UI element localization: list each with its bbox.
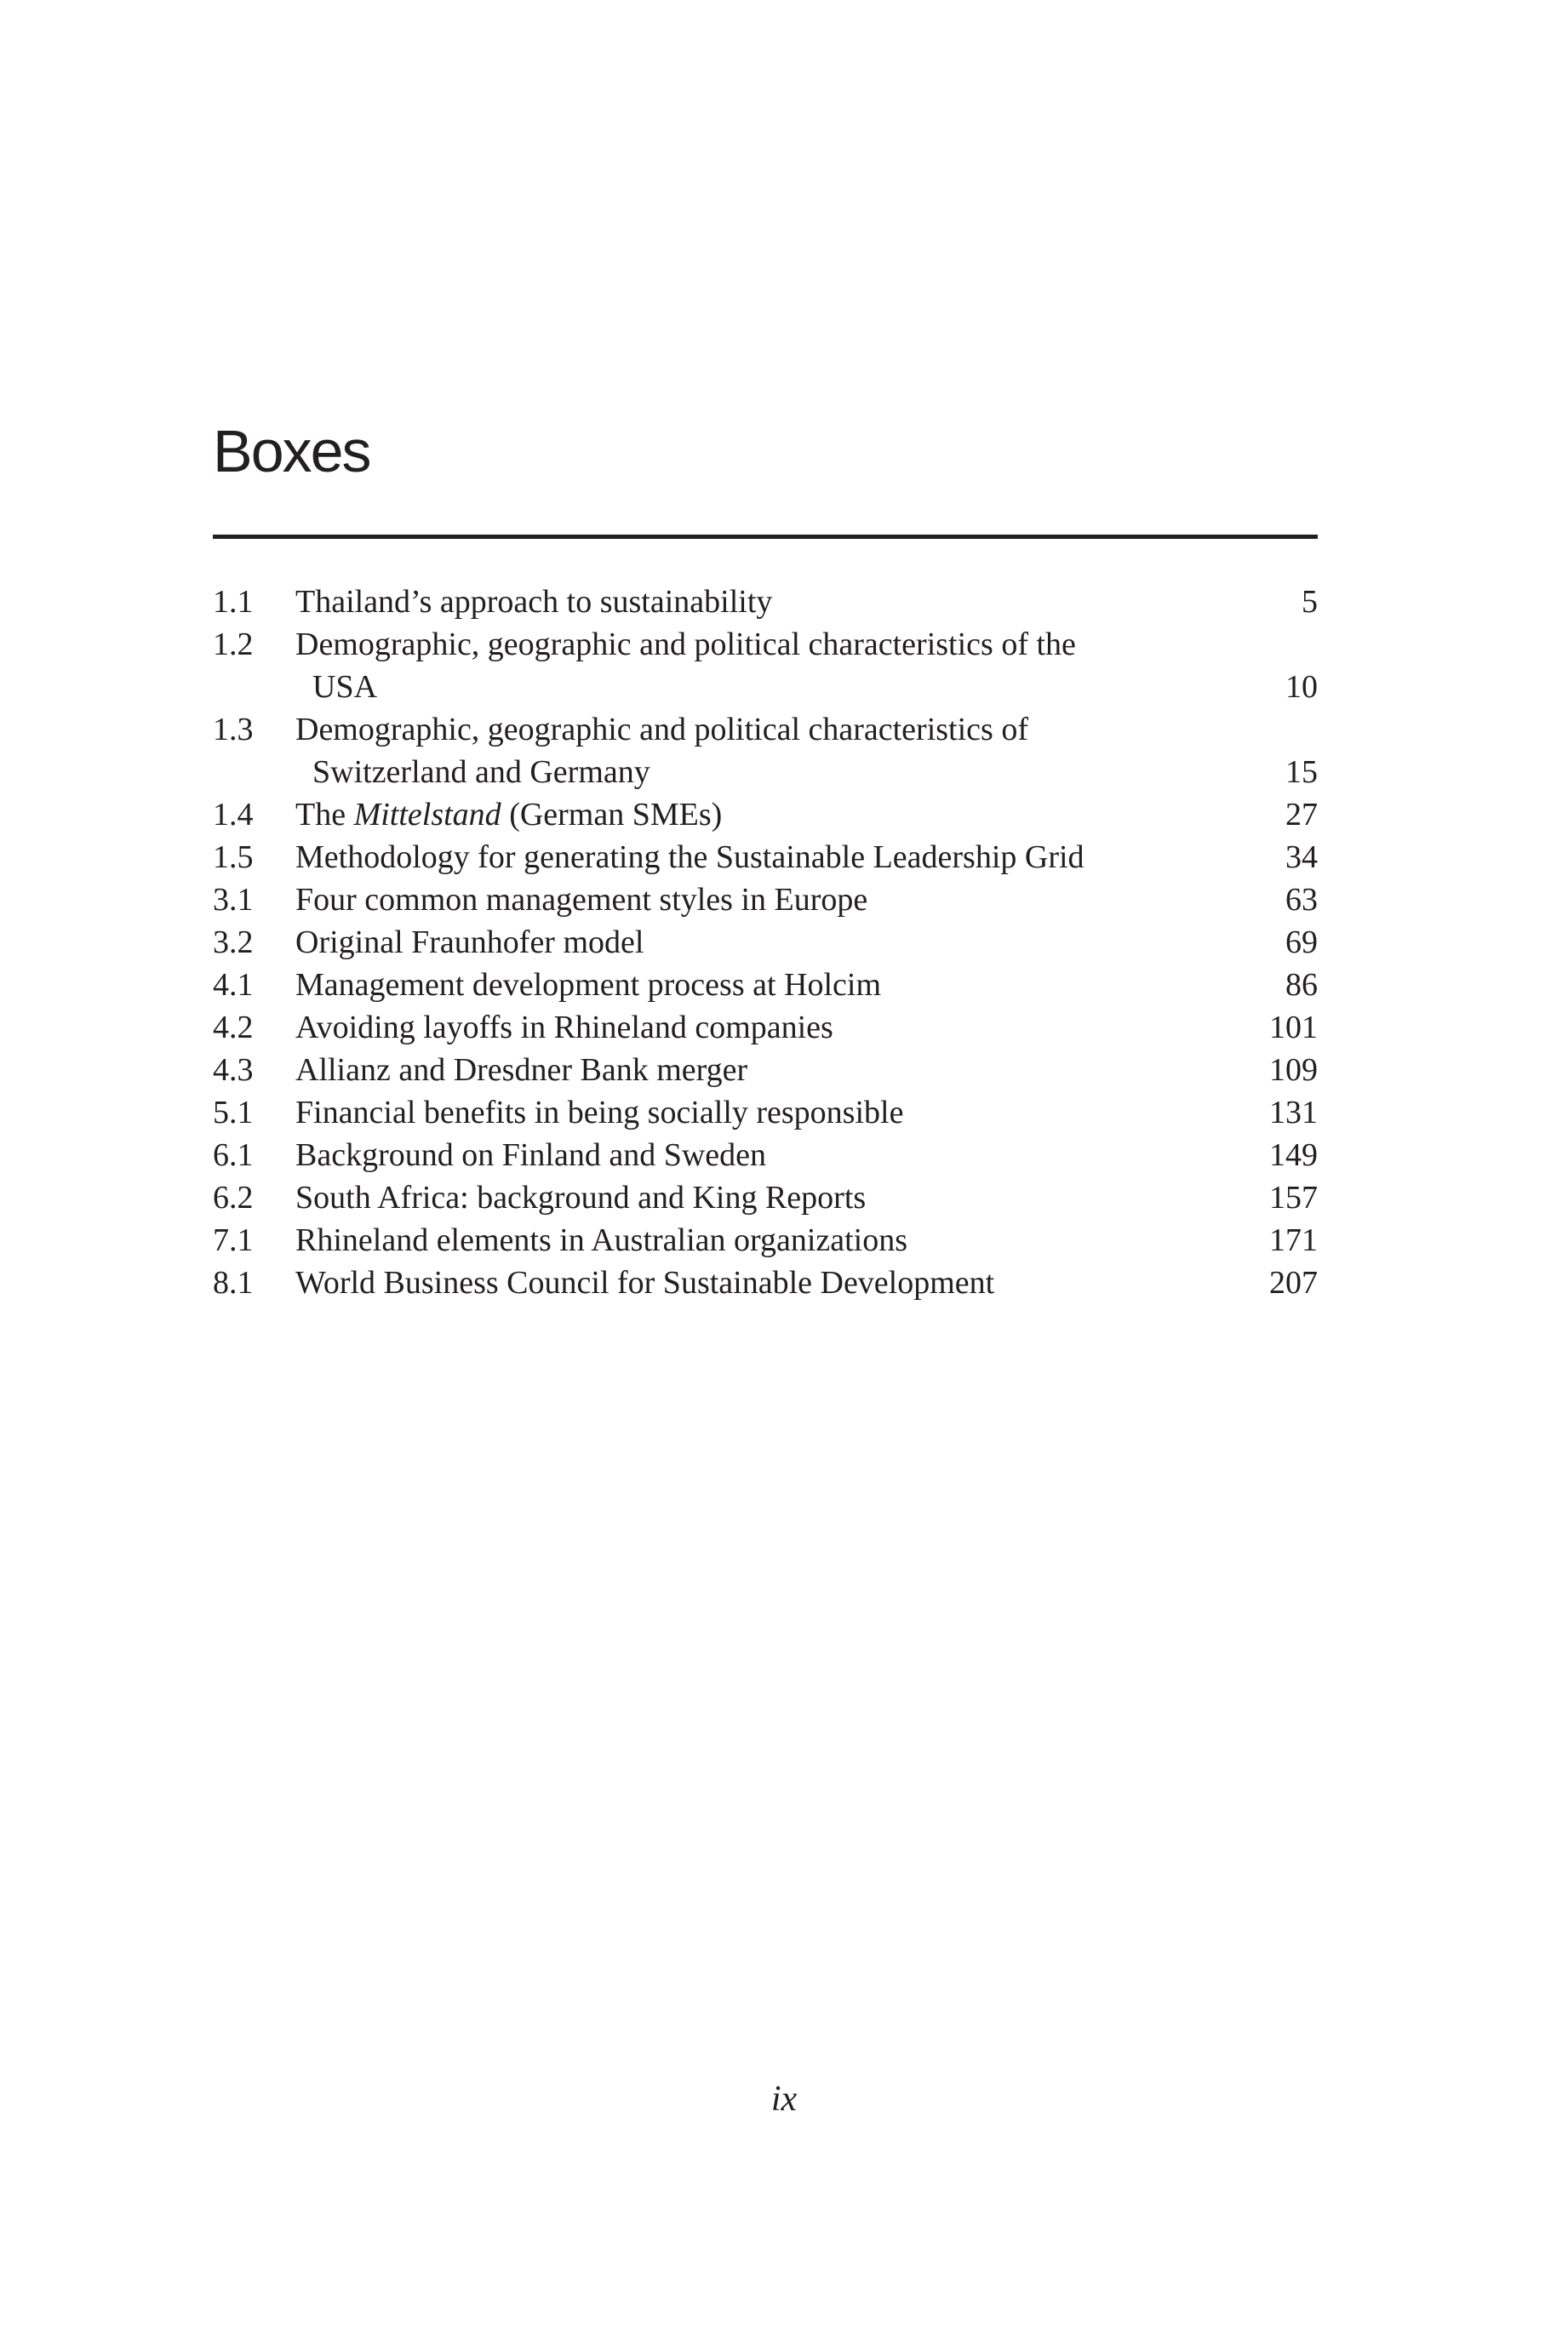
box-title: South Africa: background and King Reports	[295, 1180, 867, 1216]
list-item	[213, 921, 1318, 964]
list-item	[213, 1006, 1318, 1049]
list-item	[213, 1134, 1318, 1176]
box-number: 8.1	[213, 1265, 254, 1301]
title-divider	[213, 535, 1318, 539]
box-title: Thailand’s approach to sustainability	[295, 584, 773, 620]
box-title	[295, 793, 1216, 836]
box-title	[295, 623, 1216, 708]
box-title: Background on Finland and Sweden	[295, 1137, 767, 1173]
box-title-line: Demographic, geographic and political characteristics of	[295, 712, 1028, 747]
box-title-line: Demographic, geographic and political characteristics of the	[295, 627, 1076, 662]
box-title-continuation: USA	[312, 669, 378, 705]
box-number: 7.1	[213, 1222, 254, 1258]
box-number: 5.1	[213, 1095, 254, 1130]
box-page: 207	[1269, 1265, 1318, 1301]
box-number: 1.2	[213, 627, 254, 662]
box-title: Original Fraunhofer model	[295, 924, 644, 960]
box-title: Allianz and Dresdner Bank merger	[295, 1052, 748, 1088]
box-title: Rhineland elements in Australian organizations	[295, 1222, 908, 1258]
box-title: Avoiding layoffs in Rhineland companies	[295, 1010, 833, 1045]
list-item	[213, 793, 1318, 836]
box-title-prefix: The	[295, 797, 354, 833]
box-title: World Business Council for Sustainable Development	[295, 1265, 995, 1301]
box-title-italic: Mittelstand	[353, 797, 501, 833]
box-title: Four common management styles in Europe	[295, 882, 868, 918]
box-page: 5	[1302, 584, 1318, 620]
list-item	[213, 1176, 1318, 1219]
box-number: 3.2	[213, 924, 254, 960]
box-title-suffix: (German SMEs)	[501, 797, 723, 833]
box-title: Methodology for generating the Sustainable Leadership Grid	[295, 839, 1084, 875]
box-title	[295, 708, 1216, 793]
box-number: 6.2	[213, 1180, 254, 1216]
boxes-list	[213, 581, 1318, 1304]
box-page: 149	[1269, 1137, 1318, 1173]
box-number: 1.5	[213, 839, 254, 875]
list-item	[213, 836, 1318, 878]
list-item	[213, 1049, 1318, 1091]
list-item	[213, 964, 1318, 1006]
box-page: 15	[1285, 754, 1318, 790]
list-item	[213, 878, 1318, 921]
box-page: 10	[1285, 669, 1318, 705]
box-title: Financial benefits in being socially responsible	[295, 1095, 904, 1130]
box-page: 131	[1269, 1095, 1318, 1130]
box-number: 1.1	[213, 584, 254, 620]
box-title: Management development process at Holcim	[295, 967, 882, 1003]
list-item	[213, 1091, 1318, 1134]
box-number: 4.1	[213, 967, 254, 1003]
box-page: 171	[1269, 1222, 1318, 1258]
box-number: 4.3	[213, 1052, 254, 1088]
box-page: 69	[1285, 924, 1318, 960]
list-item	[213, 581, 1318, 623]
box-number: 1.4	[213, 797, 254, 833]
box-page: 86	[1285, 967, 1318, 1003]
box-page: 27	[1285, 797, 1318, 833]
page-title: Boxes	[213, 418, 370, 484]
box-page: 109	[1269, 1052, 1318, 1088]
box-number: 3.1	[213, 882, 254, 918]
box-page: 34	[1285, 839, 1318, 875]
box-number: 6.1	[213, 1137, 254, 1173]
box-title-continuation: Switzerland and Germany	[312, 754, 650, 790]
list-item	[213, 708, 1318, 793]
list-item	[213, 1219, 1318, 1262]
box-page: 63	[1285, 882, 1318, 918]
box-page: 157	[1269, 1180, 1318, 1216]
box-number: 1.3	[213, 712, 254, 747]
box-number: 4.2	[213, 1010, 254, 1045]
list-item	[213, 623, 1318, 708]
page-folio: ix	[770, 2080, 798, 2119]
box-page: 101	[1269, 1010, 1318, 1045]
list-item	[213, 1262, 1318, 1304]
